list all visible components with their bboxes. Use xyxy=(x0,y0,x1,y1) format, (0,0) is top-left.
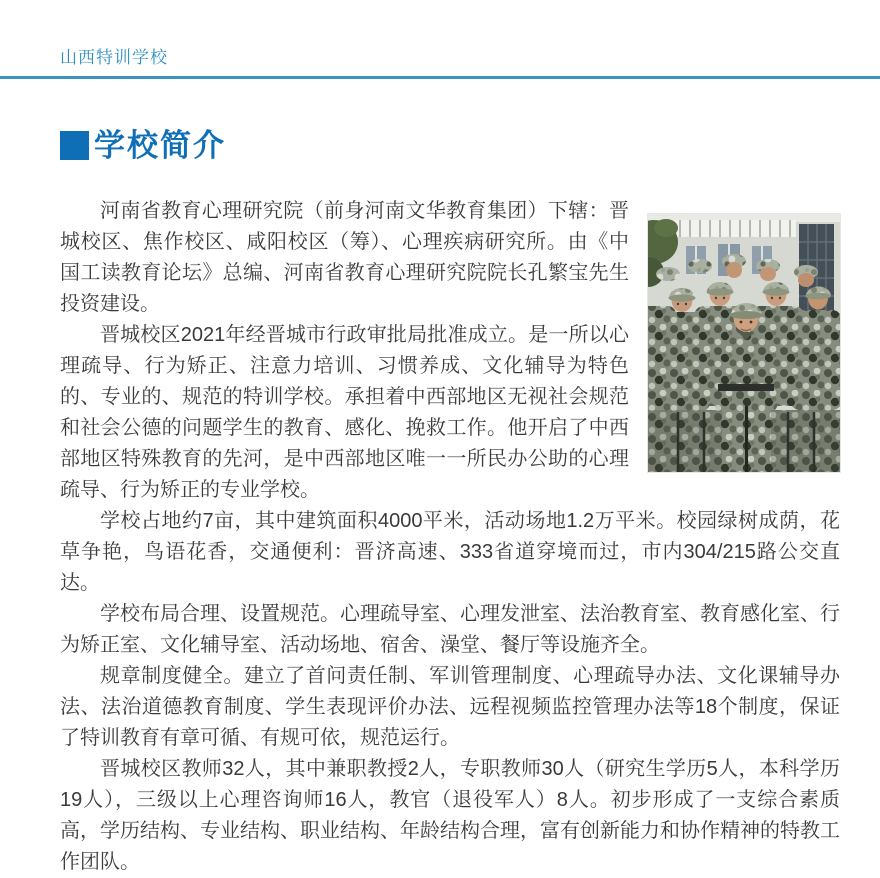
content xyxy=(0,129,880,878)
article-body xyxy=(60,196,840,878)
legs xyxy=(648,406,840,472)
title-bullet-square xyxy=(60,131,89,160)
section-title xyxy=(60,129,820,162)
paragraph: 河南省教育心理研究院（前身河南文华教育集团）下辖：晋城校区、焦作校区、咸阳校区（筹）、心理疾病研究所。由《中国工读教育论坛》总编、河南省教育心理研究院院长孔繁宝先生投资建设。 xyxy=(60,200,629,315)
paragraph: 晋城校区2021年经晋城市行政审批局批准成立。是一所以心理疏导、行为矫正、注意力培训、习惯养成、文化辅导为特色的、专业的、规范的特训学校。承担着中西部地区无视社会规范和社会公德的问题学生的教育、感化、挽救工作。他开启了中西部地区特殊教育的先河，是中西部地区唯一一所民办公助的心理疏导、行为矫正的专业学校。 xyxy=(60,324,629,501)
section-title-text: 学校简介 xyxy=(94,128,226,163)
page-header xyxy=(0,0,880,79)
paragraph: 学校占地约7亩，其中建筑面积4000平米，活动场地1.2万平米。校园绿树成荫，花草争艳，鸟语花香，交通便利：晋济高速、333省道穿境而过，市内304/215路公交直达。 xyxy=(60,510,840,594)
paragraph: 晋城校区教师32人，其中兼职教授2人，专职教师30人（研究生学历5人，本科学历19人），三级以上心理咨询师16人，教官（退役军人）8人。初步形成了一支综合素质高，学历结构、专业结构、职业结构、年龄结构合理，富有创新能力和协作精神的特教工作团队。 xyxy=(60,758,840,873)
brand-title: 山西特训学校 xyxy=(60,48,168,67)
paragraph: 规章制度健全。建立了首问责任制、军训管理制度、心理疏导办法、文化课辅导办法、法治道德教育制度、学生表现评价办法、远程视频监控管理办法等18个制度，保证了特训教育有章可循、有规可依，规范运行。 xyxy=(60,665,840,749)
students-photo-graphic xyxy=(648,214,840,472)
students-photo xyxy=(648,214,840,472)
paragraph: 学校布局合理、设置规范。心理疏导室、心理发泄室、法治教育室、教育感化室、行为矫正室、文化辅导室、活动场地、宿舍、澡堂、餐厅等设施齐全。 xyxy=(60,603,840,656)
